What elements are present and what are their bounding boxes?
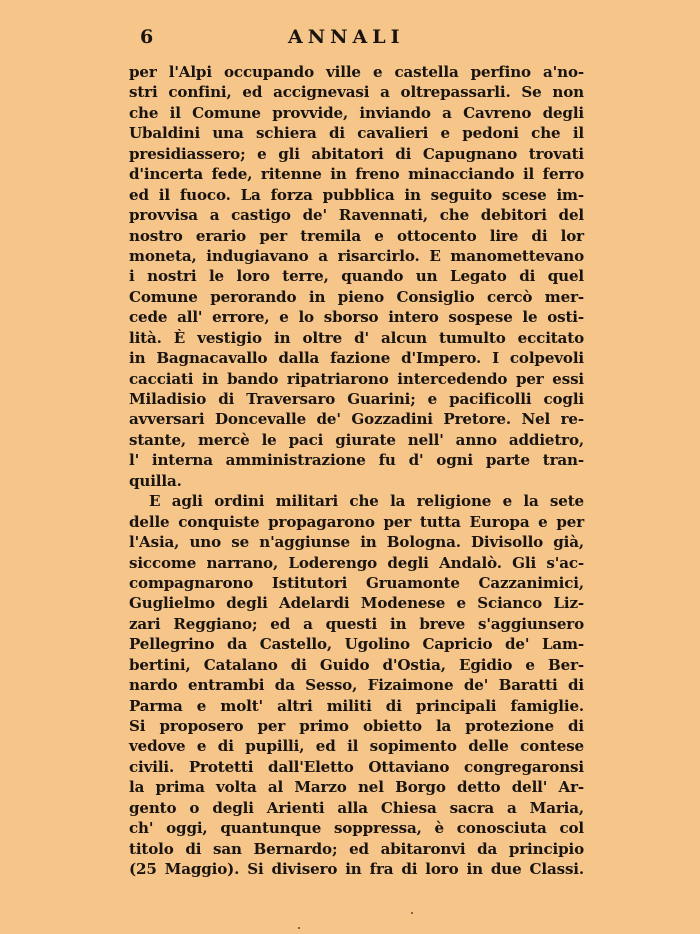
text-line: l'Asia, uno se n'aggiunse in Bologna. Divisollo già, [129,533,584,552]
text-line: stri confini, ed accignevasi a oltrepassarli. Se non [129,83,584,102]
text-line: Comune perorando in pieno Consiglio cercò mer- [129,287,584,306]
text-line: civili. Protetti dall'Eletto Ottaviano congregaronsi [129,757,584,776]
text-line: (25 Maggio). Si divisero in fra di loro in due Classi. [129,860,584,879]
text-line: stante, mercè le paci giurate nell' anno addietro, [129,430,584,449]
text-line: delle conquiste propagarono per tutta Europa e per [129,512,584,531]
text-line: moneta, indugiavano a risarcirlo. E manomettevano [129,246,584,265]
body-text [129,62,584,880]
text-line: Parma e molt' altri militi di principali famiglie. [129,696,584,715]
text-line: l' interna amministrazione fu d' ogni parte tran- [129,451,584,470]
text-line: ed il fuoco. La forza pubblica in seguito scese im- [129,185,584,204]
text-line: titolo di san Bernardo; ed abitaronvi da principio [129,839,584,858]
text-line: ch' oggi, quantunque soppressa, è conosciuta col [129,819,584,838]
text-line: zari Reggiano; ed a questi in breve s'aggiunsero [129,614,584,633]
text-line: bertini, Catalano di Guido d'Ostia, Egidio e Ber- [129,655,584,674]
text-line: presidiassero; e gli abitatori di Capugnano trovati [129,144,584,163]
text-line: Ubaldini una schiera di cavalieri e pedoni che il [129,124,584,143]
paragraph-end-line: quilla. [129,471,182,490]
page-number: 6 [140,26,154,48]
text-line: cacciati in bando ripatriarono intercedendo per essi [129,369,584,388]
text-line: i nostri le loro terre, quando un Legato di quel [129,267,584,286]
paragraph-start-line: E agli ordini militari che la religione e la sete [149,492,584,511]
text-line: cede all' errore, e lo sborso intero sospese le osti- [129,308,584,327]
text-line: Guglielmo degli Adelardi Modenese e Scianco Liz- [129,594,584,613]
text-line: Miladisio di Traversaro Guarini; e pacificolli cogli [129,390,584,408]
text-line: Pellegrino da Castello, Ugolino Capricio de' Lam- [129,635,584,654]
text-line: lità. È vestigio in oltre d' alcun tumulto eccitato [129,328,584,347]
ink-speck [298,927,300,929]
text-line: Si proposero per primo obietto la protezione di [129,717,584,735]
text-line: per l'Alpi occupando ville e castella perfino a'no- [129,63,584,81]
running-head: ANNALI [288,26,405,48]
text-line: provvisa a castigo de' Ravennati, che debitori del [129,206,584,225]
text-line: vedove e di pupilli, ed il sopimento delle contese [129,737,584,756]
ink-speck [411,912,413,914]
text-line: avversari Doncevalle de' Gozzadini Pretore. Nel re- [129,410,584,429]
text-line: in Bagnacavallo dalla fazione d'Impero. I colpevoli [129,349,584,368]
text-line: nardo entrambi da Sesso, Fizaimone de' Baratti di [129,676,584,695]
text-line: d'incerta fede, ritenne in freno minacciando il ferro [129,165,584,184]
text-line: nostro erario per tremila e ottocento lire di lor [129,226,584,245]
text-line: gento o degli Arienti alla Chiesa sacra a Maria, [129,798,584,817]
page-header [0,24,700,54]
text-line: la prima volta al Marzo nel Borgo detto dell' Ar- [129,778,584,797]
text-line: compagnarono Istitutori Gruamonte Cazzanimici, [129,573,584,592]
text-line: che il Comune provvide, inviando a Cavreno degli [129,103,584,122]
text-line: siccome narrano, Loderengo degli Andalò. Gli s'ac- [129,553,584,572]
